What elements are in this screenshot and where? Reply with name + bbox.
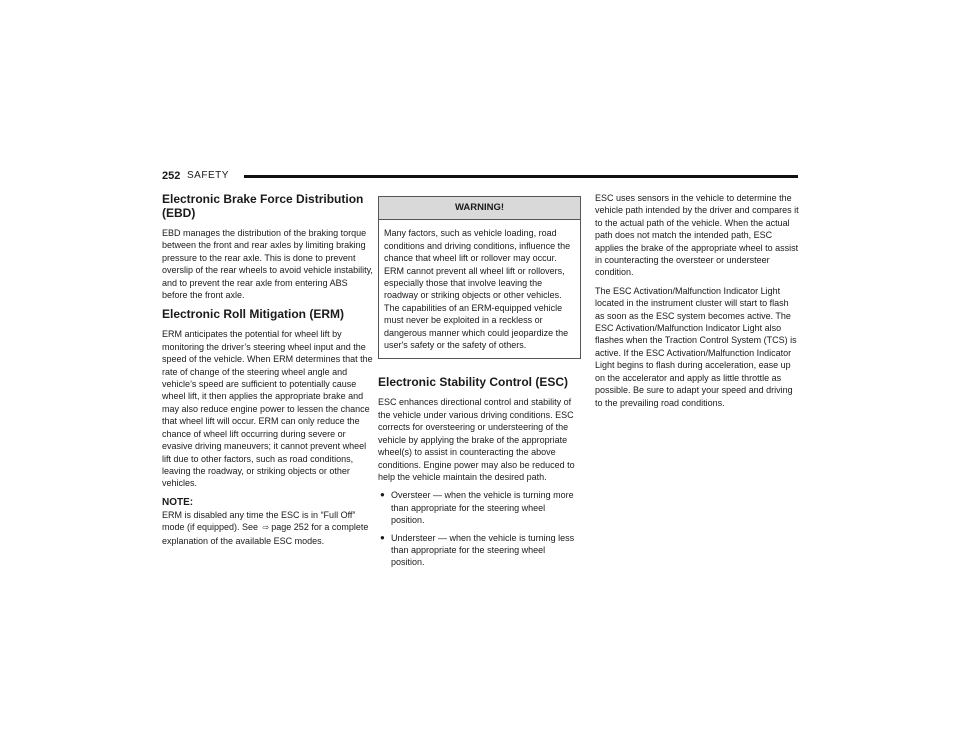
header-divider [244, 175, 798, 178]
list-item [378, 489, 581, 526]
bullet-icon: ● [380, 532, 385, 542]
erm-paragraph: ERM anticipates the potential for wheel lift by monitoring the driver’s steering wheel input and the speed of the vehicle. When ERM determines that the rate of change of the steering wheel angle and vehicle’s speed are sufficient to potentially cause wheel lift, it then applies the appropriate brake and may also reduce engine power to lessen the chance that wheel lift will occur. ERM can only reduce the chance of wheel lift occurring during severe or evasive driving maneuvers; it cannot prevent wheel lift due to other factors, such as road conditions, leaving the roadway, or striking objects or other vehicles. [162, 329, 373, 489]
esc-indicator-paragraph: The ESC Activation/Malfunction Indicator Light located in the instrument cluster will start to flash as soon as the ESC system becomes active. The ESC Activation/Malfunction Indicator Light also flashes when the Traction Control System (TCS) is active. If the ESC Activation/Malfunction Indicator Light begins to flash during acceleration, ease up on the accelerator and apply as little throttle as possible. Be sure to adapt your speed and driving to the prevailing road conditions. [595, 285, 797, 408]
page-header [162, 170, 798, 184]
column-middle [378, 196, 581, 574]
bullet-icon: ● [380, 490, 385, 500]
warning-box [378, 196, 581, 359]
list-item [378, 532, 581, 569]
esc-bullet-list [378, 489, 581, 568]
ebd-paragraph: EBD manages the distribution of the braking torque between the front and rear axles by limiting braking pressure to the rear axle. This is done to prevent overslip of the rear wheels to avoid vehicle instability, and to prevent the rear axle from entering ABS before the front axle. [162, 228, 373, 301]
note-text-before: ERM is disabled any time the ESC is in “Full Off” mode (if equipped). See [162, 509, 356, 533]
page-reference-arrow-icon: ⇨ [262, 523, 270, 533]
ebd-heading: Electronic Brake Force Distribution (EBD) [162, 192, 364, 220]
warning-title: WARNING! [379, 197, 580, 220]
page-number: 252 [162, 170, 181, 182]
section-title: SAFETY [187, 170, 229, 181]
page-reference-link[interactable]: page 252 [271, 522, 309, 533]
column-right [595, 192, 799, 415]
note-paragraph [162, 509, 374, 547]
esc-paragraph: ESC enhances directional control and stability of the vehicle under various driving conditions. ESC corrects for oversteering or understeering of the vehicle by applying the brake of the appropriate wheel(s) to assist in counteracting the above conditions. Engine power may also be reduced to help the vehicle maintain the desired path. [378, 397, 575, 482]
note-label: NOTE: [162, 496, 194, 508]
erm-heading: Electronic Roll Mitigation (ERM) [162, 307, 344, 322]
note-text-after: for a complete explanation of the available ESC modes. [162, 522, 369, 546]
column-left [162, 192, 374, 553]
warning-text: Many factors, such as vehicle loading, road conditions and driving conditions, influence the chance that wheel lift or rollover may occur. ERM cannot prevent all wheel lift or rollovers, especially those that involve leaving the roadway or striking objects or other vehicles. The capabilities of an ERM-equipped vehicle must never be exploited in a reckless or dangerous manner which could jeopardize the user's safety or the safety of others. [384, 228, 571, 351]
understeer-text: Understeer — when the vehicle is turning less than appropriate for the steering wheel position. [391, 532, 575, 568]
esc-heading: Electronic Stability Control (ESC) [378, 375, 569, 390]
esc-sensors-paragraph: ESC uses sensors in the vehicle to determine the vehicle path intended by the driver and compares it to the actual path of the vehicle. When the actual path does not match the intended path, ESC applies the brake of the appropriate wheel to assist in counteracting the oversteer or understeer condition. [595, 193, 799, 278]
oversteer-text: Oversteer — when the vehicle is turning more than appropriate for the steering wheel position. [391, 490, 574, 526]
